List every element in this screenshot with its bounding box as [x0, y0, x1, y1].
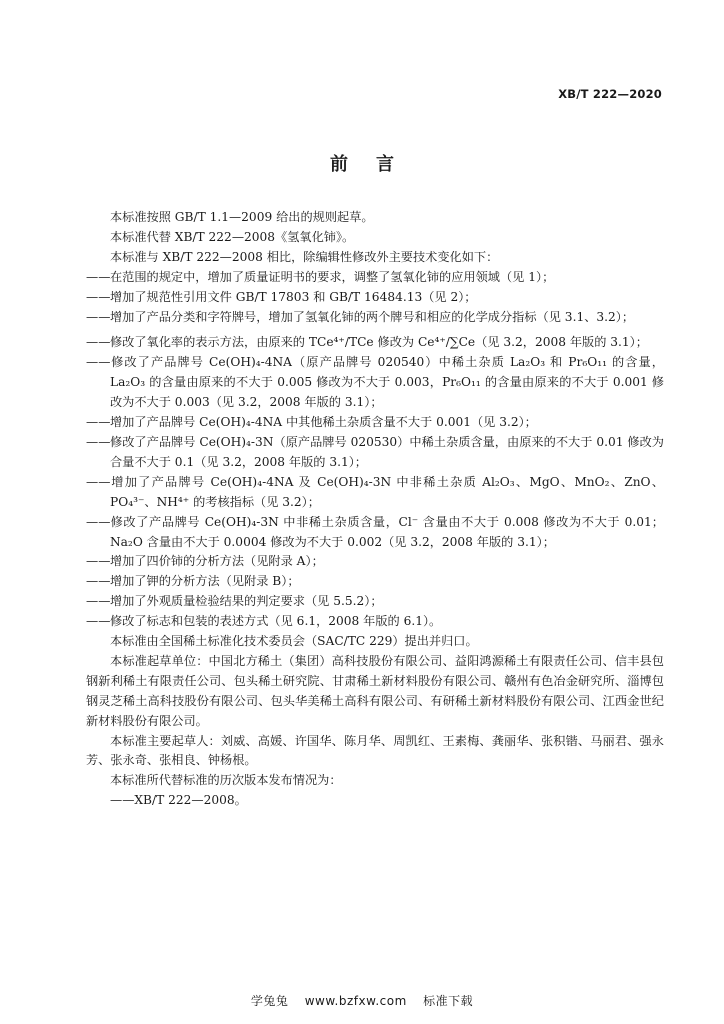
change-list-item: ——增加了规范性引用文件 GB/T 17803 和 GB/T 16484.13（见 2）； [86, 289, 477, 304]
change-list-item: ——增加了外观质量检验结果的判定要求（见 5.5.2）； [86, 594, 383, 609]
page-title: 前言 [330, 154, 422, 175]
document-body [86, 208, 664, 811]
history-item: ——XB/T 222—2008。 [110, 793, 247, 808]
footer-site-name: 学兔兔 [250, 994, 289, 1008]
change-list-item: ——修改了产品牌号 Ce(OH)₄-4NA（原产品牌号 020540）中稀土杂质 La₂O₃ 和 Pr₆O₁₁ 的含量，La₂O₃ 的含量由原来的不大于 0.005 修改为不大于 0.003，Pr₆O₁₁ 的含量由原来的不大于 0.001 修改为不大于 0.003（见 3.2，2008 年版的 3.1）； [86, 355, 664, 410]
committee-paragraph: 本标准由全国稀土标准化技术委员会（SAC/TC 229）提出并归口。 [110, 634, 478, 649]
change-list-item: ——增加了钾的分析方法（见附录 B）； [86, 574, 300, 589]
drafting-units-paragraph: 本标准起草单位：中国北方稀土（集团）高科技股份有限公司、益阳鸿源稀土有限责任公司、信丰县包钢新利稀土有限责任公司、包头稀土研究院、甘肃稀土新材料股份有限公司、赣州有色冶金研究所、淄博包钢灵芝稀土高科技股份有限公司、包头华美稀土高科有限公司、有研稀土新材料股份有限公司、江西金世纪新材料股份有限公司。 [86, 653, 664, 728]
footer-site-url[interactable]: www.bzfxw.com [304, 994, 407, 1008]
change-list-item: ——增加了四价铈的分析方法（见附录 A）； [86, 554, 324, 569]
intro-paragraph: 本标准按照 GB/T 1.1—2009 给出的规则起草。 [110, 210, 374, 224]
change-list-item: ——增加了产品牌号 Ce(OH)₄-4NA 及 Ce(OH)₄-3N 中非稀土杂质 Al₂O₃、MgO、MnO₂、ZnO、PO₄³⁻、NH⁴⁺ 的考核指标（见 3.2）； [86, 474, 664, 509]
intro-paragraph: 本标准代替 XB/T 222—2008《氢氧化铈》。 [110, 229, 355, 244]
change-list-item: ——在范围的规定中，增加了质量证明书的要求，调整了氢氧化铈的应用领域（见 1）； [86, 269, 555, 284]
change-list-item: ——增加了产品分类和字符牌号，增加了氢氧化铈的两个牌号和相应的化学成分指标（见 3.1、3.2）； [86, 309, 635, 324]
change-list-item: ——修改了氧化率的表示方法，由原来的 TCe⁴⁺/TCe 修改为 Ce⁴⁺/∑Ce（见 3.2，2008 年版的 3.1）； [86, 335, 648, 350]
change-list-item: ——修改了标志和包装的表述方式（见 6.1，2008 年版的 6.1）。 [86, 614, 442, 629]
standard-number: XB/T 222—2020 [558, 87, 662, 101]
intro-paragraph: 本标准与 XB/T 222—2008 相比，除编辑性修改外主要技术变化如下： [110, 249, 499, 264]
change-list-item: ——增加了产品牌号 Ce(OH)₄-4NA 中其他稀土杂质含量不大于 0.001（见 3.2）； [86, 415, 537, 430]
change-list-item: ——修改了产品牌号 Ce(OH)₄-3N 中非稀土杂质含量，Cl⁻ 含量由不大于 0.008 修改为不大于 0.01；Na₂O 含量由不大于 0.0004 修改为不大于 0.002（见 3.2，2008 年版的 3.1）； [86, 514, 664, 549]
change-list-item: ——修改了产品牌号 Ce(OH)₄-3N（原产品牌号 020530）中稀土杂质含量，由原来的不大于 0.01 修改为合量不大于 0.1（见 3.2，2008 年版的 3.1）； [86, 434, 664, 469]
footer-site-label: 标准下载 [423, 994, 474, 1008]
drafters-paragraph: 本标准主要起草人：刘威、高媛、许国华、陈月华、周凯红、王素梅、龚丽华、张积锴、马丽君、强永芳、张永奇、张相良、钟杨根。 [86, 733, 664, 768]
footer-watermark [0, 992, 724, 1009]
history-heading: 本标准所代替标准的历次版本发布情况为： [110, 773, 342, 788]
